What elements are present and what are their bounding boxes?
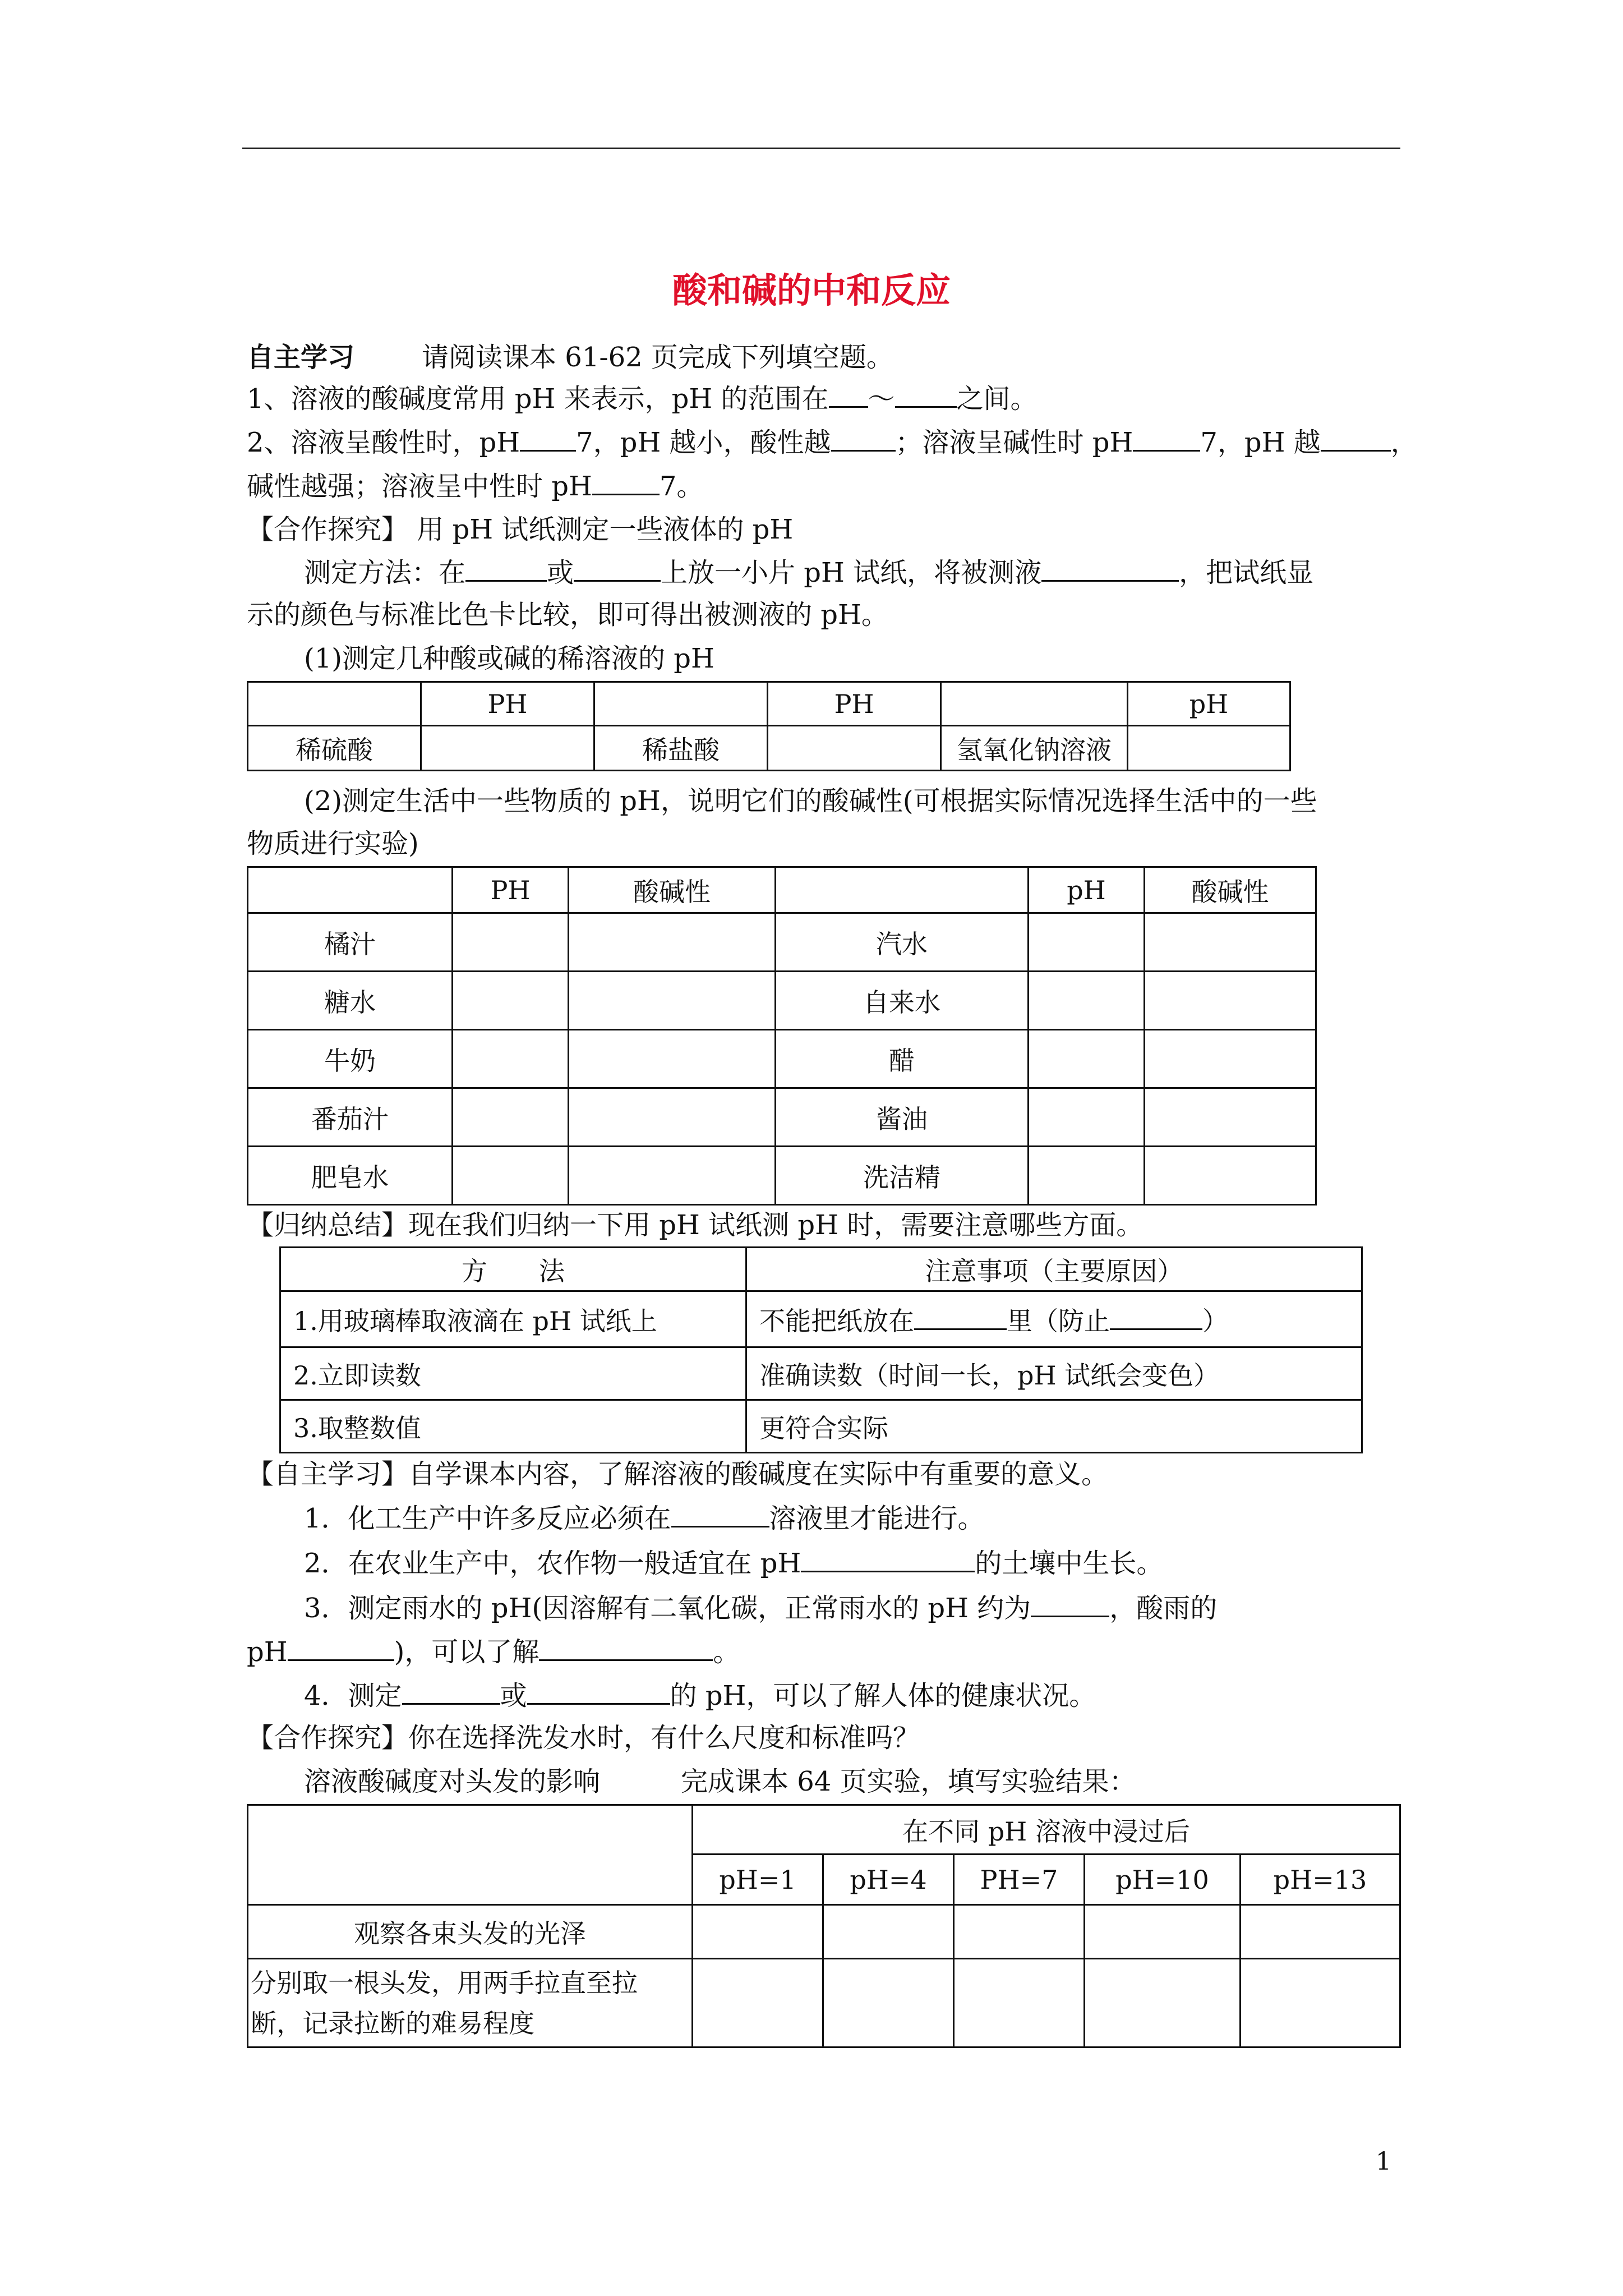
input-cell[interactable] [1128, 726, 1290, 771]
item-name: 糖水 [248, 972, 453, 1030]
ph-column: pH=10 [1085, 1855, 1241, 1905]
input-cell[interactable] [569, 1030, 776, 1088]
item-text: ，酸雨的 [1109, 1593, 1218, 1624]
table-cell: PH [768, 682, 941, 726]
item-name: 牛奶 [248, 1030, 453, 1088]
input-cell[interactable] [1029, 1030, 1145, 1088]
question-2-cont [247, 469, 703, 503]
note-cell [746, 1291, 1362, 1347]
header-rule [242, 148, 1400, 149]
blank[interactable] [1031, 1591, 1109, 1617]
page-title: 酸和碱的中和反应 [672, 270, 951, 311]
table-daily-items [247, 866, 1317, 1205]
table-cell: 酸碱性 [1145, 867, 1316, 913]
sub-task-2: (2)测定生活中一些物质的 pH，说明它们的酸碱性(可根据实际情况选择生活中的一些 [304, 785, 1317, 817]
input-cell[interactable] [1145, 913, 1316, 972]
item-name: 洗洁精 [776, 1147, 1029, 1205]
blank[interactable] [831, 425, 896, 452]
ph-column: pH=1 [693, 1855, 823, 1905]
table-cell: 稀硫酸 [248, 726, 421, 771]
input-cell[interactable] [1145, 1030, 1316, 1088]
q2-text: 7，pH 越小，酸性越 [576, 427, 831, 458]
blank[interactable] [539, 1635, 713, 1661]
self2-item-3 [304, 1591, 1217, 1625]
item-text: 的 pH，可以了解人体的健康状况。 [670, 1680, 1096, 1711]
item-name: 橘汁 [248, 913, 453, 972]
input-cell[interactable] [1029, 1147, 1145, 1205]
q2-text: ， [1390, 427, 1418, 458]
blank[interactable] [671, 1501, 769, 1527]
method-text: 或 [547, 557, 574, 588]
page-number: 1 [1376, 2147, 1391, 2176]
item-text: )，可以了解 [394, 1636, 540, 1668]
row-label-line: 断，记录拉断的难易程度 [251, 2008, 534, 2039]
item-text: 的土壤中生长。 [975, 1548, 1164, 1579]
group-header: 在不同 pH 溶液中浸过后 [693, 1805, 1400, 1855]
input-cell[interactable] [1085, 1905, 1241, 1959]
item-name: 肥皂水 [248, 1147, 453, 1205]
table-cell: pH [1128, 682, 1290, 726]
blank[interactable] [829, 381, 868, 408]
input-cell[interactable] [693, 1905, 823, 1959]
table-cell [776, 867, 1029, 913]
intro-label: 自主学习 [247, 342, 355, 373]
blank[interactable] [914, 1304, 1007, 1330]
input-cell[interactable] [1029, 1088, 1145, 1147]
explore1-title: 【合作探究】 用 pH 试纸测定一些液体的 pH [247, 514, 794, 545]
item-text: 3．测定雨水的 pH(因溶解有二氧化碳，正常雨水的 pH 约为 [304, 1593, 1031, 1624]
table-hair-experiment [247, 1804, 1401, 2048]
table-cell: 氢氧化钠溶液 [941, 726, 1128, 771]
q1-tilde: ～ [868, 383, 895, 415]
input-cell[interactable] [453, 1147, 569, 1205]
blank[interactable] [288, 1635, 394, 1661]
item-text: 或 [500, 1680, 527, 1711]
input-cell[interactable] [823, 1959, 954, 2047]
method-text: 上放一小片 pH 试纸，将被测液 [661, 557, 1042, 588]
blank[interactable] [801, 1546, 975, 1572]
input-cell[interactable] [693, 1959, 823, 2047]
item-text: 4．测定 [304, 1680, 402, 1711]
item-name: 汽水 [776, 913, 1029, 972]
blank[interactable] [1041, 555, 1179, 582]
input-cell[interactable] [768, 726, 941, 771]
blank[interactable] [1133, 425, 1200, 452]
table-cell: pH [1029, 867, 1145, 913]
input-cell[interactable] [954, 1905, 1085, 1959]
q1-text: 1、溶液的酸碱度常用 pH 来表示，pH 的范围在 [247, 383, 829, 415]
self2-item-4 [304, 1678, 1096, 1713]
input-cell[interactable] [569, 972, 776, 1030]
input-cell[interactable] [1241, 1905, 1400, 1959]
input-cell[interactable] [569, 1147, 776, 1205]
item-name: 番茄汁 [248, 1088, 453, 1147]
method-text: 测定方法：在 [304, 557, 466, 588]
item-name: 酱油 [776, 1088, 1029, 1147]
question-2 [247, 425, 1418, 459]
note-cell: 准确读数（时间一长，pH 试纸会变色） [746, 1347, 1362, 1400]
input-cell[interactable] [453, 913, 569, 972]
sub-task-1: (1)测定几种酸或碱的稀溶液的 pH [304, 643, 714, 674]
table-cell: PH [453, 867, 569, 913]
q2-text: 7，pH 越 [1200, 427, 1321, 458]
input-cell[interactable] [1029, 913, 1145, 972]
blank[interactable] [1321, 425, 1391, 452]
input-cell[interactable] [823, 1905, 954, 1959]
input-cell[interactable] [1145, 1147, 1316, 1205]
item-text: 2．在农业生产中，农作物一般适宜在 pH [304, 1548, 801, 1579]
ph-column: PH=7 [954, 1855, 1085, 1905]
blank[interactable] [592, 469, 660, 495]
blank[interactable] [574, 555, 661, 582]
input-cell[interactable] [421, 726, 594, 771]
ph-column: pH=13 [1241, 1855, 1400, 1905]
method-cell: 3.取整数值 [280, 1400, 746, 1453]
self2-item-2 [304, 1546, 1163, 1580]
table-cell [941, 682, 1128, 726]
blank[interactable] [465, 555, 547, 582]
q2-text: 2、溶液呈酸性时，pH [247, 427, 520, 458]
input-cell[interactable] [453, 972, 569, 1030]
blank[interactable] [520, 425, 576, 452]
table-acid-base-ph [247, 681, 1291, 771]
row-label [248, 1959, 693, 2047]
input-cell[interactable] [453, 1030, 569, 1088]
ph-column: pH=4 [823, 1855, 954, 1905]
input-cell[interactable] [1085, 1959, 1241, 2047]
input-cell[interactable] [453, 1088, 569, 1147]
q2b-text: 7。 [659, 471, 704, 502]
intro-text: 请阅读课本 61-62 页完成下列填空题。 [422, 342, 893, 373]
method-cell: 1.用玻璃棒取液滴在 pH 试纸上 [280, 1291, 746, 1347]
item-text: 溶液里才能进行。 [769, 1503, 985, 1534]
table-cell [594, 682, 768, 726]
input-cell[interactable] [1145, 1088, 1316, 1147]
sub-task-2-cont: 物质进行实验) [247, 828, 419, 859]
self2-title: 【自主学习】自学课本内容，了解溶液的酸碱度在实际中有重要的意义。 [247, 1458, 1109, 1490]
method-line [304, 555, 1313, 590]
blank[interactable] [402, 1678, 500, 1705]
input-cell[interactable] [569, 913, 776, 972]
q2-text: ；溶液呈碱性时 pH [895, 427, 1133, 458]
note-text: ） [1202, 1305, 1228, 1336]
self2-item-1 [304, 1501, 985, 1535]
item-name: 醋 [776, 1030, 1029, 1088]
summary-title: 【归纳总结】现在我们归纳一下用 pH 试纸测 pH 时，需要注意哪些方面。 [247, 1209, 1144, 1241]
input-cell[interactable] [954, 1959, 1085, 2047]
item-text: pH [247, 1636, 288, 1668]
blank[interactable] [1110, 1304, 1202, 1330]
note-text: 不能把纸放在 [759, 1305, 914, 1336]
table-summary [279, 1246, 1363, 1453]
blank[interactable] [895, 381, 957, 408]
input-cell[interactable] [1029, 972, 1145, 1030]
row-label: 观察各束头发的光泽 [248, 1905, 693, 1959]
note-cell: 更符合实际 [746, 1400, 1362, 1453]
corner-cell [248, 1805, 693, 1905]
input-cell[interactable] [1145, 972, 1316, 1030]
q1-end: 之间。 [956, 383, 1038, 415]
method-cell: 2.立即读数 [280, 1347, 746, 1400]
item-text: 。 [713, 1636, 740, 1668]
blank[interactable] [527, 1678, 670, 1705]
explore2-sub: 溶液酸碱度对头发的影响 完成课本 64 页实验，填写实验结果： [304, 1766, 1136, 1797]
table-header: 注意事项（主要原因） [746, 1248, 1362, 1291]
table-cell [248, 682, 421, 726]
explore2-title: 【合作探究】你在选择洗发水时，有什么尺度和标准吗？ [247, 1722, 920, 1754]
method-line-2: 示的颜色与标准比色卡比较，即可得出被测液的 pH。 [247, 599, 888, 631]
input-cell[interactable] [569, 1088, 776, 1147]
intro-line [247, 341, 893, 374]
question-1 [247, 381, 1038, 416]
self2-item-3-cont [247, 1635, 740, 1669]
row-label-line: 分别取一根头发，用两手拉直至拉 [251, 1967, 638, 1998]
table-cell: 酸碱性 [569, 867, 776, 913]
table-header: 方 法 [280, 1248, 746, 1291]
method-text: ，把试纸显 [1179, 557, 1314, 588]
table-cell: PH [421, 682, 594, 726]
table-cell [248, 867, 453, 913]
input-cell[interactable] [1241, 1959, 1400, 2047]
item-text: 1．化工生产中许多反应必须在 [304, 1503, 671, 1534]
item-name: 自来水 [776, 972, 1029, 1030]
table-cell: 稀盐酸 [594, 726, 768, 771]
note-text: 里（防止 [1007, 1305, 1110, 1336]
q2b-text: 碱性越强；溶液呈中性时 pH [247, 471, 592, 502]
